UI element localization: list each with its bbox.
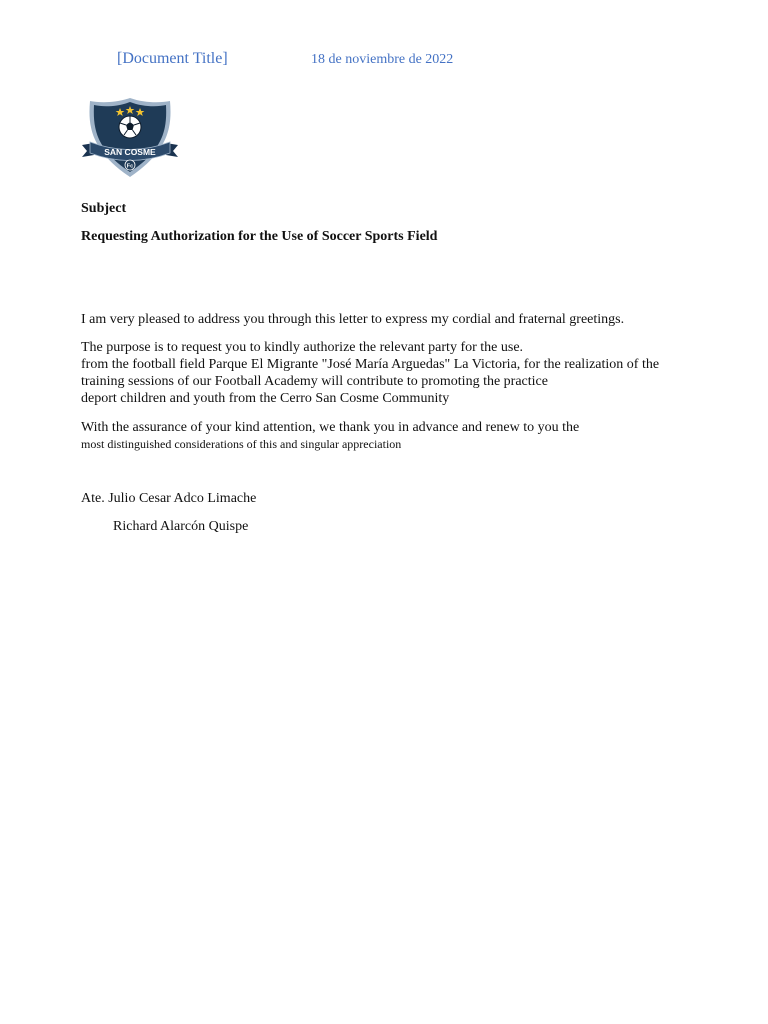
svg-text:Fc: Fc [126,163,134,170]
paragraph-closing [81,419,579,453]
document-date: 18 de noviembre de 2022 [311,52,454,67]
paragraph-line: training sessions of our Football Academy will contribute to promoting the practice [81,374,548,389]
paragraph-line: from the football field Parque El Migrante "José María Arguedas" La Victoria, for the realization of the [81,357,660,372]
shield-crest-icon [80,95,180,183]
subject-label: Subject [81,201,127,216]
paragraph-greeting: I am very pleased to address you through this letter to express my cordial and fraternal greetings. [81,312,625,327]
paragraph-line: The purpose is to request you to kindly authorize the relevant party for the use. [81,340,524,355]
document-title: [Document Title] [117,50,228,67]
subject-text: Requesting Authorization for the Use of Soccer Sports Field [81,229,438,244]
paragraph-line: deport children and youth from the Cerro San Cosme Community [81,391,450,406]
paragraph-request [81,339,659,407]
paragraph-line: With the assurance of your kind attention, we thank you in advance and renew to you the [81,420,580,435]
signature-name-2: Richard Alarcón Quispe [113,519,249,534]
svg-text:SAN COSME: SAN COSME [104,147,156,157]
soccer-ball-icon [119,116,141,138]
signature-name-1: Ate. Julio Cesar Adco Limache [81,491,257,506]
club-logo [80,95,180,183]
paragraph-line: most distinguished considerations of this and singular appreciation [81,437,402,451]
